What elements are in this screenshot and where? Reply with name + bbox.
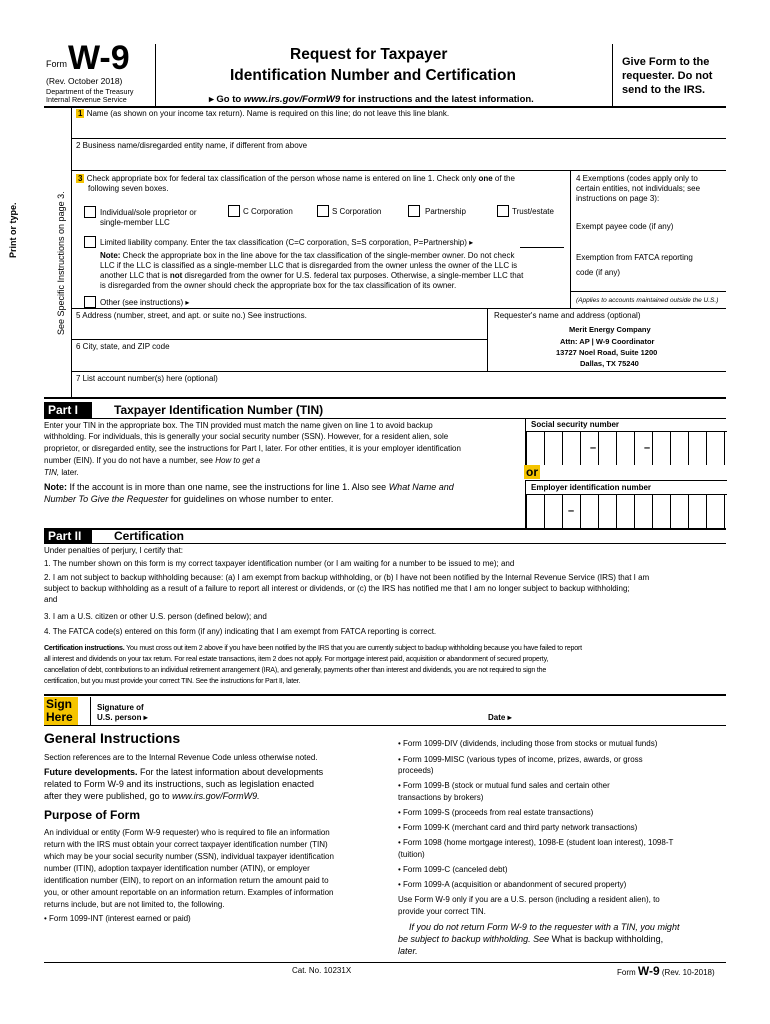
goto-instructions: ▸ Go to www.irs.gov/FormW9 for instructions and the latest information. — [209, 94, 534, 105]
ssn-label: Social security number — [531, 420, 620, 429]
requester-line-3: 13727 Noel Road, Suite 1200 — [556, 348, 658, 357]
cert-instructions-4: certification, but you must provide your correct TIN. See the instructions for Part II, later. — [44, 677, 301, 685]
bullet-1099-a: • Form 1099-A (acquisition or abandonment of secured property) — [398, 880, 627, 889]
cert-item-2: 2. I am not subject to backup withholding because: (a) I am exempt from backup withholding, or (b) I have not been notified by the Internal Revenue Service (IRS) that I am — [44, 573, 650, 582]
bullet-1099-s: • Form 1099-S (proceeds from real estate transactions) — [398, 808, 594, 817]
use-w9-text-2: provide your correct TIN. — [398, 907, 486, 916]
label-trust-estate: Trust/estate — [512, 207, 554, 216]
print-or-type: Print or type. — [8, 202, 18, 258]
ein-box[interactable] — [525, 480, 727, 529]
purpose-line-7: returns include, but are not limited to, the following. — [44, 900, 225, 909]
date-field[interactable] — [520, 700, 720, 723]
ein-dash: – — [568, 505, 575, 517]
purpose-line-6: you, or other amount reportable on an information return. Examples of information — [44, 888, 334, 897]
llc-note-3: another LLC that is not disregarded from the owner for U.S. federal tax purposes. Otherwise, a single-member LLC that — [100, 271, 524, 280]
checkbox-trust-estate[interactable] — [497, 205, 509, 217]
label-partnership: Partnership — [425, 207, 466, 216]
line-3-label-2: following seven boxes. — [88, 184, 169, 193]
purpose-title: Purpose of Form — [44, 808, 141, 822]
give-form-note: Give Form to the requester. Do not send to the IRS. — [622, 56, 713, 96]
fatca-code-label-2[interactable]: code (if any) — [576, 268, 621, 277]
bullet-1099-c: • Form 1099-C (canceled debt) — [398, 865, 508, 874]
purpose-line-5: identification number (EIN), to report on an information return the amount paid to — [44, 876, 329, 885]
exemptions-label-1: 4 Exemptions (codes apply only to — [576, 174, 698, 183]
catalog-number: Cat. No. 10231X — [292, 966, 352, 975]
revision-date: (Rev. October 2018) — [46, 76, 123, 86]
llc-classification-field[interactable] — [520, 247, 564, 248]
future-developments-1: Future developments. For the latest information about developments — [44, 767, 324, 777]
ssn-dash-1: – — [590, 442, 597, 454]
llc-note-2: LLC if the LLC is classified as a single-member LLC that is disregarded from the owner unless the owner of the LLC is — [100, 261, 518, 270]
cert-item-2c: and — [44, 595, 58, 604]
fatca-code-label-1: Exemption from FATCA reporting — [576, 253, 693, 262]
backup-withholding-3: later. — [398, 946, 418, 956]
cert-item-2b: subject to backup withholding as a result of a failure to report all interest or dividends, or (c) the IRS has notified me that I am no longer subject to backup withholding; — [44, 584, 630, 593]
future-url[interactable]: www.irs.gov/FormW9. — [172, 791, 260, 801]
or-label: or — [526, 465, 538, 479]
label-s-corporation: S Corporation — [332, 207, 382, 216]
future-developments-3: after they were published, go to www.irs.gov/FormW9. — [44, 791, 260, 801]
signature-field[interactable] — [160, 700, 480, 723]
ein-label: Employer identification number — [531, 483, 652, 492]
purpose-line-3: which may be your social security number (SSN), individual taxpayer identification — [44, 852, 334, 861]
bullet-1099-div: • Form 1099-DIV (dividends, including those from stocks or mutual funds) — [398, 739, 658, 748]
line-7-label: 7 List account number(s) here (optional) — [76, 374, 218, 383]
cert-instructions-3: cancellation of debt, contributions to an individual retirement arrangement (IRA), and generally, payments other than interest and dividends, you are not required to sign the — [44, 666, 547, 674]
part-1-text-1: Enter your TIN in the appropriate box. The TIN provided must match the name given on line 1 to avoid backup — [44, 421, 433, 430]
label-c-corporation: C Corporation — [243, 207, 293, 216]
requester-line-4: Dallas, TX 75240 — [580, 359, 639, 368]
section-references: Section references are to the Internal Revenue Code unless otherwise noted. — [44, 753, 318, 762]
part-2-title: Certification — [114, 529, 185, 543]
bullet-1099-misc-2: proceeds) — [398, 766, 434, 775]
part-1-label: Part I — [44, 402, 92, 418]
exemptions-label-2: certain entities, not individuals; see — [576, 184, 701, 193]
bullet-1098-2: (tuition) — [398, 850, 425, 859]
cert-instructions-2: all interest and dividends on your tax return. For real estate transactions, item 2 does not apply. For mortgage interest paid, acquisition or abandonment of secured property, — [44, 655, 549, 663]
title-line-1: Request for Taxpayer — [290, 46, 448, 63]
part-1-text-5: TIN, later. — [44, 468, 79, 477]
purpose-line-4: number (ITIN), adoption taxpayer identification number (ATIN), or employer — [44, 864, 310, 873]
label-single-member-llc: single-member LLC — [100, 218, 170, 227]
irs-url[interactable]: www.irs.gov/FormW9 — [243, 94, 341, 105]
general-instructions-title: General Instructions — [44, 730, 181, 746]
line-2-label: 2 Business name/disregarded entity name, if different from above — [76, 141, 308, 150]
checkbox-llc[interactable] — [84, 236, 96, 248]
bullet-1099-k: • Form 1099-K (merchant card and third party network transactions) — [398, 823, 638, 832]
part-1-text-4: number (EIN). If you do not have a number, see How to get a — [44, 456, 261, 465]
future-developments-2: related to Form W-9 and its instructions, such as legislation enacted — [44, 779, 314, 789]
cert-item-3: 3. I am a U.S. citizen or other U.S. person (defined below); and — [44, 612, 267, 621]
backup-withholding-2: be subject to backup withholding. See What is backup withholding, — [398, 934, 664, 944]
cert-instructions-1: Certification instructions. You must cross out item 2 above if you have been notified by the IRS that you are currently subject to backup withholding because you have failed to report — [44, 644, 582, 652]
part-1-note-2: Number To Give the Requester for guidelines on whose number to enter. — [44, 494, 334, 504]
checkbox-c-corporation[interactable] — [228, 205, 240, 217]
part-1-text-3: proprietor, or disregarded entity, see the instructions for Part I, later. For other entities, it is your employer identification — [44, 444, 461, 453]
form-label: Form — [46, 59, 67, 69]
applies-note: (Applies to accounts maintained outside the U.S.) — [576, 297, 719, 304]
here-label: Here — [46, 710, 73, 724]
exempt-payee-code[interactable]: Exempt payee code (if any) — [576, 222, 674, 231]
bullet-1098: • Form 1098 (home mortgage interest), 1098-E (student loan interest), 1098-T — [398, 838, 674, 847]
sign-label: Sign — [46, 697, 72, 711]
part-1-text-2: withholding. For individuals, this is generally your social security number (SSN). However, for a resident alien, sole — [44, 432, 449, 441]
use-w9-text: Use Form W-9 only if you are a U.S. person (including a resident alien), to — [398, 895, 660, 904]
checkbox-individual[interactable] — [84, 206, 96, 218]
ssn-box[interactable] — [525, 418, 727, 466]
ssn-dash-2: – — [644, 442, 651, 454]
line-5-label: 5 Address (number, street, and apt. or suite no.) See instructions. — [76, 311, 307, 320]
bullet-1099-misc: • Form 1099-MISC (various types of income, prizes, awards, or gross — [398, 755, 643, 764]
label-individual: Individual/sole proprietor or — [100, 208, 197, 217]
sign-here-badge — [44, 697, 78, 725]
checkbox-s-corporation[interactable] — [317, 205, 329, 217]
requester-line-2: Attn: AP | W-9 Coordinator — [560, 337, 655, 346]
llc-note-1: Note: Check the appropriate box in the line above for the tax classification of the single-member owner. Do not check — [100, 251, 515, 260]
part-1-title: Taxpayer Identification Number (TIN) — [114, 403, 324, 417]
checkbox-partnership[interactable] — [408, 205, 420, 217]
certification-intro: Under penalties of perjury, I certify that: — [44, 546, 184, 555]
requester-label: Requester's name and address (optional) — [494, 311, 641, 320]
part-2-label: Part II — [44, 528, 92, 544]
line-1-label: 1 Name (as shown on your income tax return). Name is required on this line; do not leave this line blank. — [78, 109, 450, 118]
label-llc: Limited liability company. Enter the tax classification (C=C corporation, S=S corporation, P=Partnership) ▸ — [100, 238, 474, 247]
checkbox-other[interactable] — [84, 296, 96, 308]
requester-line-1: Merit Energy Company — [569, 325, 651, 334]
irs-label: Internal Revenue Service — [46, 95, 127, 104]
signature-label-2: U.S. person ▸ — [97, 713, 148, 722]
footer-form: Form W-9 (Rev. 10-2018) — [617, 964, 715, 978]
line-6-label: 6 City, state, and ZIP code — [76, 342, 170, 351]
signature-label-1: Signature of — [97, 703, 144, 712]
bullet-1099-b: • Form 1099-B (stock or mutual fund sales and certain other — [398, 781, 610, 790]
llc-note-4: is disregarded from the owner should check the appropriate box for the tax classification of its owner. — [100, 281, 457, 290]
department: Department of the Treasury — [46, 87, 134, 96]
exemptions-label-3: instructions on page 3): — [576, 194, 660, 203]
bullet-1099-b-2: transactions by brokers) — [398, 793, 484, 802]
line-3-label: 3 Check appropriate box for federal tax classification of the person whose name is entered on line 1. Check only one of the — [78, 174, 515, 183]
see-specific-instructions: See Specific Instructions on page 3. — [56, 191, 66, 335]
title-line-2: Identification Number and Certification — [230, 67, 516, 84]
purpose-line-2: return with the IRS must obtain your correct taxpayer identification number (TIN) — [44, 840, 328, 849]
purpose-line-1: An individual or entity (Form W-9 requester) who is required to file an information — [44, 828, 330, 837]
cert-item-4: 4. The FATCA code(s) entered on this form (if any) indicating that I am exempt from FATCA reporting is correct. — [44, 627, 437, 636]
part-1-note-1: Note: If the account is in more than one name, see the instructions for line 1. Also see What Name and — [44, 482, 454, 492]
backup-withholding-1: If you do not return Form W-9 to the requester with a TIN, you might — [409, 922, 680, 932]
form-number: W-9 — [68, 39, 130, 77]
cert-item-1: 1. The number shown on this form is my correct taxpayer identification number (or I am waiting for a number to be issued to me); and — [44, 559, 515, 568]
label-other: Other (see instructions) ▸ — [100, 298, 190, 307]
form-1099-int: • Form 1099-INT (interest earned or paid) — [44, 914, 191, 923]
date-label: Date ▸ — [488, 713, 512, 722]
